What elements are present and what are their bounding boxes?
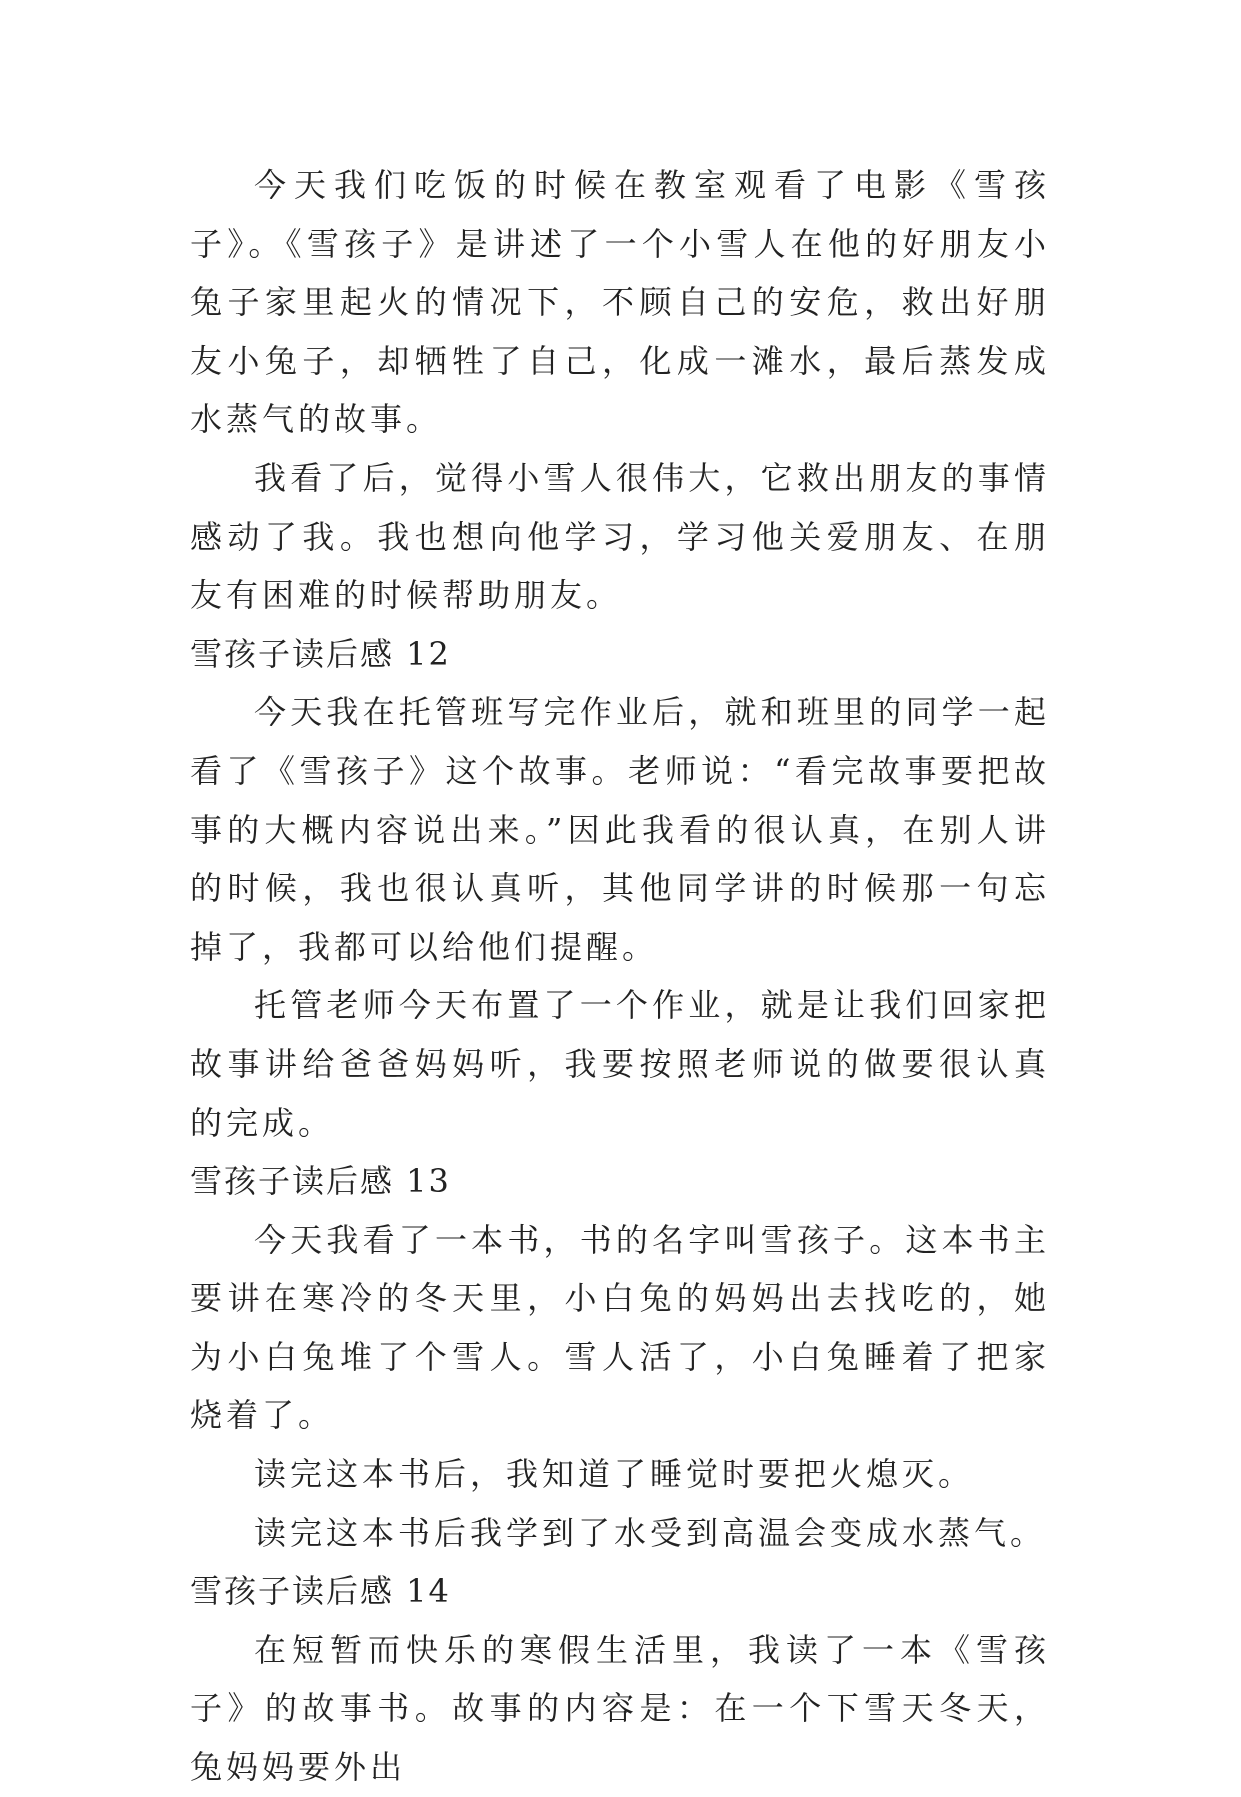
document-body (190, 156, 1050, 1797)
paragraph: 今天我们吃饭的时候在教室观看了电影《雪孩子》。《雪孩子》是讲述了一个小雪人在他的好朋友小兔子家里起火的情况下，不顾自己的安危，救出好朋友小兔子，却牺牲了自己，化成一滩水，最后蒸发成水蒸气的故事。 (190, 166, 1050, 439)
paragraph: 今天我看了一本书，书的名字叫雪孩子。这本书主要讲在寒冷的冬天里，小白兔的妈妈出去找吃的，她为小白兔堆了个雪人。雪人活了，小白兔睡着了把家烧着了。 (190, 1220, 1050, 1435)
paragraph: 读完这本书后我学到了水受到高温会变成水蒸气。 (254, 1513, 1047, 1552)
section-heading: 雪孩子读后感 13 (190, 1162, 451, 1201)
paragraph: 托管老师今天布置了一个作业，就是让我们回家把故事讲给爸爸妈妈听，我要按照老师说的做要很认真的完成。 (190, 986, 1050, 1142)
paragraph: 今天我在托管班写完作业后，就和班里的同学一起看了《雪孩子》这个故事。老师说：“看完故事要把故事的大概内容说出来。”因此我看的很认真，在别人讲的时候，我也很认真听，其他同学讲的时候那一句忘掉了，我都可以给他们提醒。 (190, 693, 1050, 966)
section-heading: 雪孩子读后感 12 (190, 634, 451, 673)
section-heading: 雪孩子读后感 14 (190, 1572, 451, 1611)
paragraph: 读完这本书后，我知道了睡觉时要把火熄灭。 (254, 1455, 975, 1494)
paragraph: 我看了后，觉得小雪人很伟大，它救出朋友的事情感动了我。我也想向他学习，学习他关爱朋友、在朋友有困难的时候帮助朋友。 (190, 458, 1050, 615)
paragraph: 在短暂而快乐的寒假生活里，我读了一本《雪孩子》的故事书。故事的内容是：在一个下雪天冬天，兔妈妈要外出 (190, 1630, 1050, 1787)
